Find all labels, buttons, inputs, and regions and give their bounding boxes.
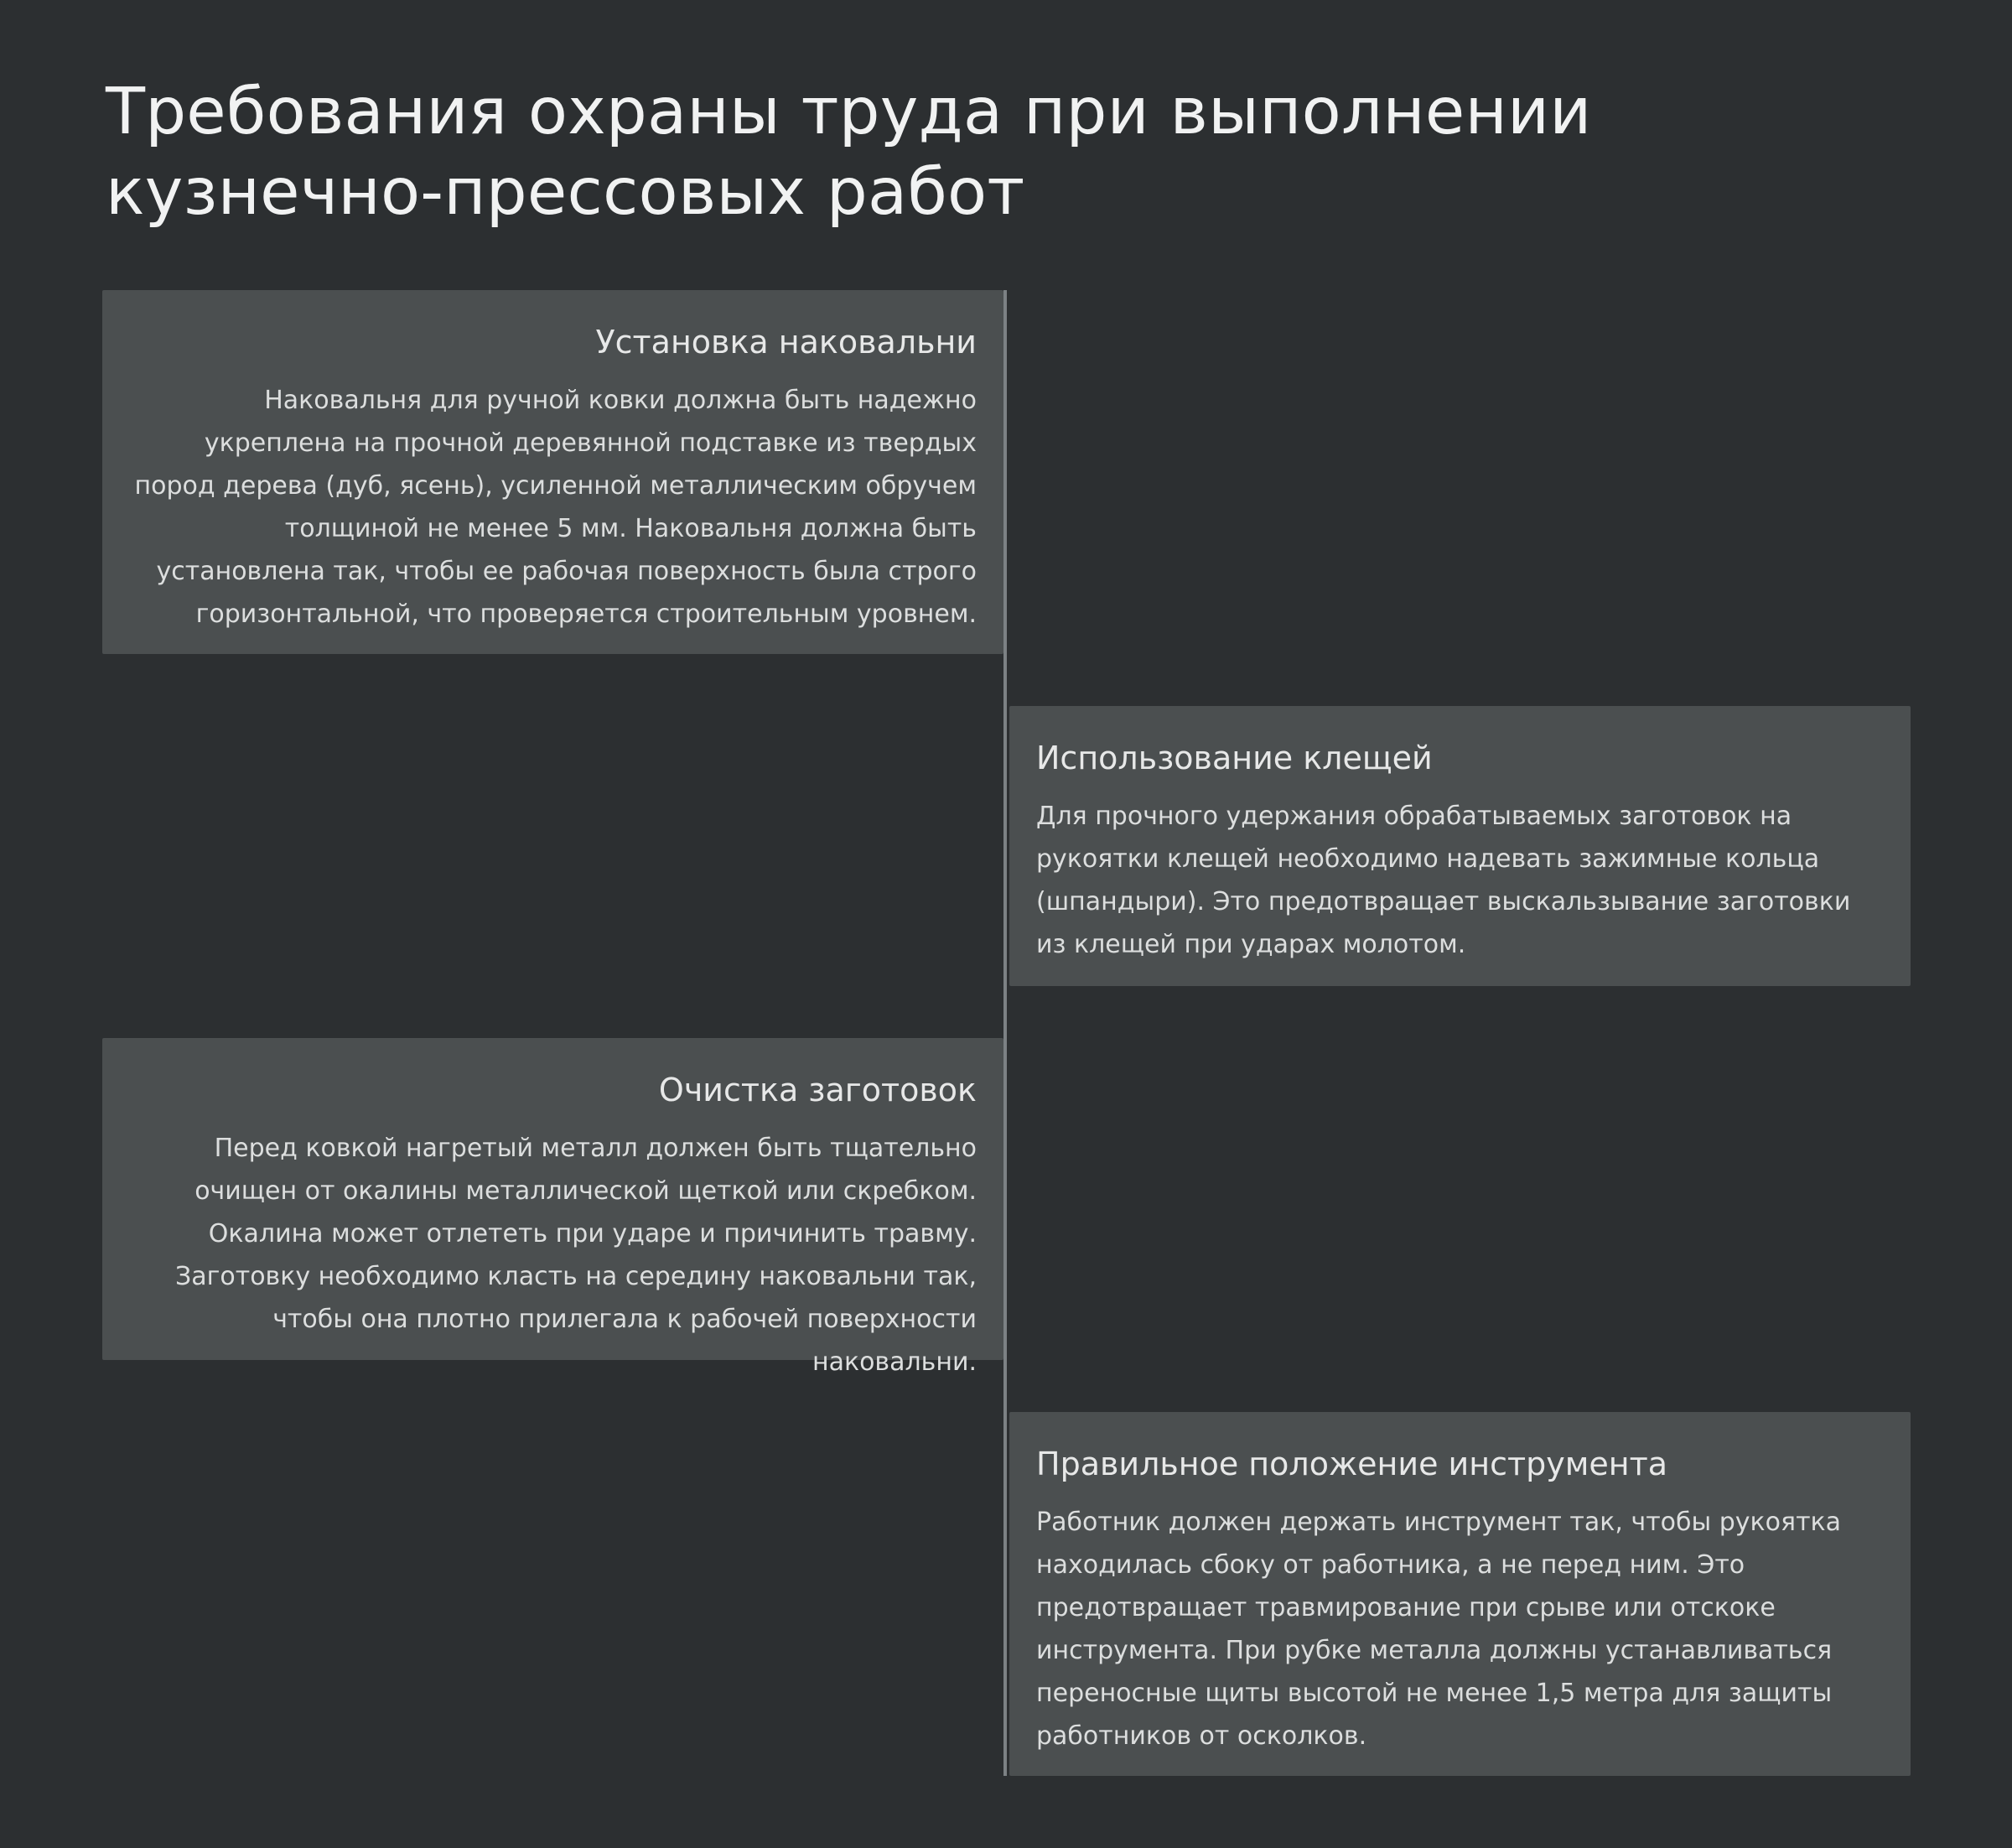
- card-text: Для прочного удержания обрабатываемых заготовок на рукоятки клещей необходимо надевать зажимные кольца (шпандыри). Это предотвращает выскальзывание заготовки из клещей при ударах молотом.: [1036, 802, 1851, 959]
- card-heading: Установка наковальни: [595, 324, 977, 361]
- timeline-card-tongs-use: [1009, 706, 1911, 986]
- card-text: Наковальня для ручной ковки должна быть надежно укреплена на прочной деревянной подставке из твердых пород дерева (дуб, ясень), усиленной металлическим обручем толщиной не менее 5 мм. Наковальня должна быть установлена так, чтобы ее рабочая поверхность была строго горизонтальной, что проверяется строительным уровнем.: [134, 386, 977, 629]
- card-heading: Использование клещей: [1036, 740, 1433, 776]
- card-heading: Правильное положение инструмента: [1036, 1446, 1668, 1482]
- page-title: Требования охраны труда при выполнении кузнечно-прессовых работ: [106, 75, 1592, 230]
- card-text: Работник должен держать инструмент так, чтобы рукоятка находилась сбоку от работника, а не перед ним. Это предотвращает травмирование при срыве или отскоке инструмента. При рубке металла должны устанавливаться переносные щиты высотой не менее 1,5 метра для защиты работников от осколков.: [1036, 1508, 1842, 1751]
- card-text: Перед ковкой нагретый металл должен быть тщательно очищен от окалины металлической щеткой или скребком. Окалина может отлететь при ударе и причинить травму. Заготовку необходимо класть на середину наковальни так, чтобы она плотно прилегала к рабочей поверхности наковальни.: [174, 1134, 977, 1377]
- timeline-line: [1003, 290, 1007, 1776]
- card-heading: Очистка заготовок: [658, 1072, 977, 1108]
- timeline-card-tool-position: [1009, 1412, 1911, 1776]
- timeline-card-workpiece-cleaning: [102, 1038, 1003, 1377]
- timeline-card-anvil-setup: [102, 290, 1003, 654]
